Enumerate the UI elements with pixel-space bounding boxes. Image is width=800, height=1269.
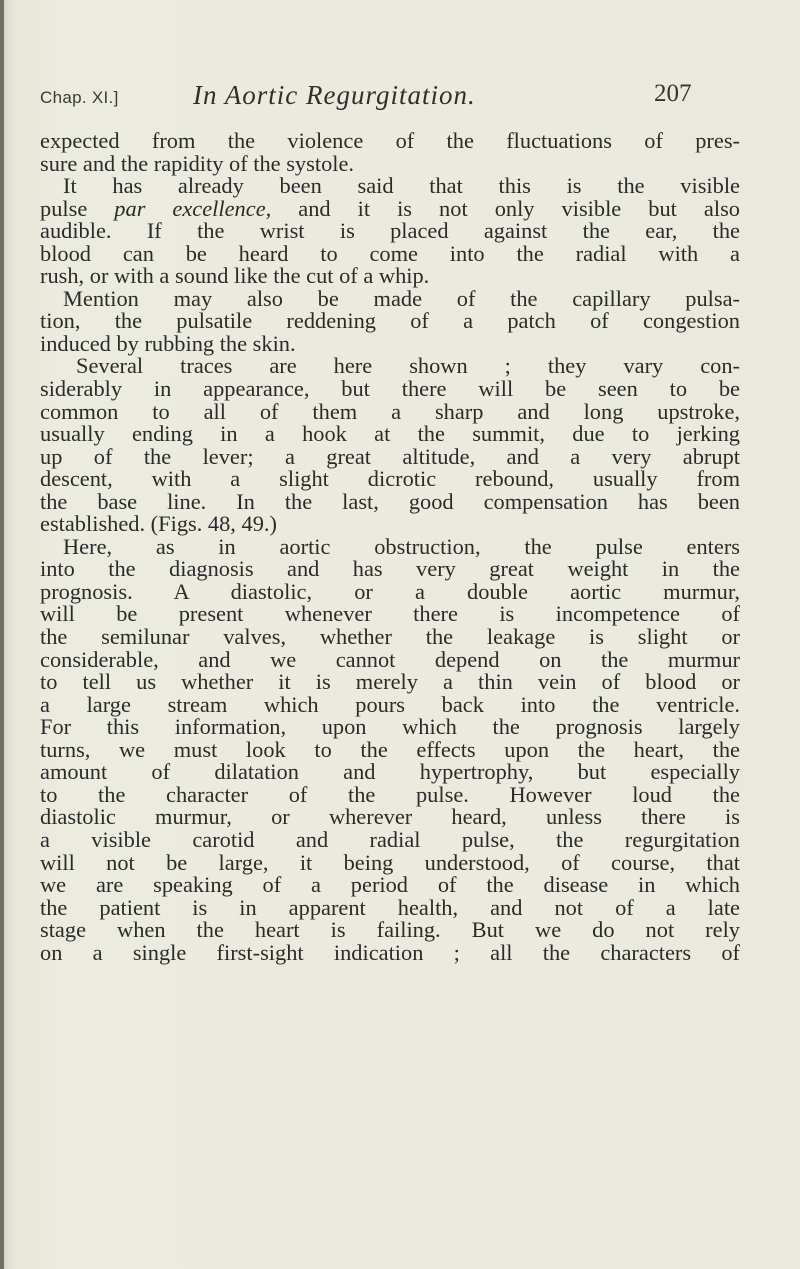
text-line (40, 195, 740, 221)
text-line: diastolic murmur, or wherever heard, unless there is (40, 804, 740, 830)
text-line: will be present whenever there is incompetence of (40, 601, 740, 627)
text-line: blood can be heard to come into the radial with a (40, 240, 740, 266)
text-line: tion, the pulsatile reddening of a patch of congestion (40, 308, 740, 334)
text-line: usually ending in a hook at the summit, due to jerking (40, 421, 740, 447)
text-line: established. (Figs. 48, 49.) (40, 511, 277, 537)
running-title: In Aortic Regurgitation. (193, 80, 476, 110)
text-line: stage when the heart is failing. But we do not rely (40, 917, 740, 943)
text-segment: and it is not only visible but also (271, 195, 740, 221)
page-number: 207 (654, 80, 692, 107)
text-line: up of the lever; a great altitude, and a very abrupt (40, 443, 740, 469)
text-line: prognosis. A diastolic, or a double aortic murmur, (40, 578, 740, 604)
text-line: siderably in appearance, but there will be seen to be (40, 376, 740, 402)
text-line: audible. If the wrist is placed against the ear, the (40, 218, 740, 244)
text-line: the base line. In the last, good compensation has been (40, 488, 740, 514)
text-line: expected from the violence of the fluctuations of pres- (40, 128, 740, 153)
chapter-label: Chap. XI.] (40, 88, 119, 107)
body-text (40, 130, 740, 964)
text-line: It has already been said that this is the visible (63, 173, 740, 199)
text-line: to the character of the pulse. However loud the (40, 781, 740, 807)
text-line: rush, or with a sound like the cut of a whip. (40, 263, 430, 289)
text-line: considerable, and we cannot depend on the murmur (40, 646, 740, 672)
text-line: the patient is in apparent health, and not of a late (40, 894, 740, 920)
text-line: into the diagnosis and has very great weight in the (40, 556, 740, 582)
text-segment: pulse (40, 195, 115, 221)
text-line: we are speaking of a period of the disease in which (40, 872, 740, 898)
text-line: Several traces are here shown ; they vary con- (76, 353, 740, 379)
text-line: will not be large, it being understood, of course, that (40, 849, 740, 875)
text-line: descent, with a slight dicrotic rebound, usually from (40, 466, 740, 492)
text-line: Here, as in aortic obstruction, the pulse enters (63, 533, 740, 559)
binding-edge (0, 0, 4, 1269)
text-line: For this information, upon which the prognosis largely (40, 714, 740, 740)
text-line: Mention may also be made of the capillary pulsa- (63, 285, 740, 311)
italic-phrase: par excellence, (114, 195, 272, 221)
text-line: on a single first-sight indication ; all the characters of (40, 939, 740, 965)
text-line: the semilunar valves, whether the leakage is slight or (40, 624, 740, 650)
text-line: sure and the rapidity of the systole. (40, 150, 355, 176)
text-line: a large stream which pours back into the ventricle. (40, 691, 740, 717)
text-line: induced by rubbing the skin. (40, 330, 296, 356)
text-line: a visible carotid and radial pulse, the regurgitation (40, 826, 740, 852)
text-line: to tell us whether it is merely a thin vein of blood or (40, 669, 740, 695)
text-line: turns, we must look to the effects upon the heart, the (40, 736, 740, 762)
text-line: amount of dilatation and hypertrophy, but especially (40, 759, 740, 785)
text-line: common to all of them a sharp and long upstroke, (40, 398, 740, 424)
running-head (40, 76, 740, 116)
